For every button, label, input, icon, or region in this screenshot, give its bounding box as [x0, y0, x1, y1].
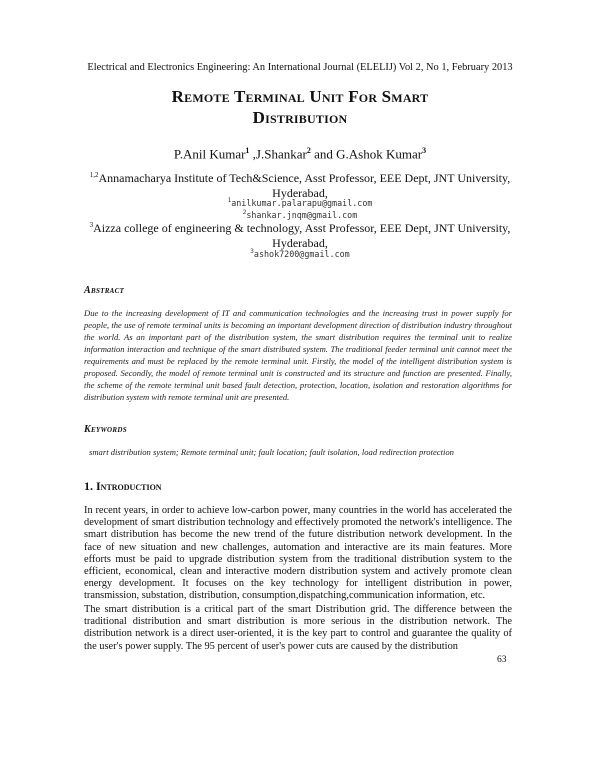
- email-1-text: anilkumar.palarapu@gmail.com: [231, 197, 373, 208]
- paper-title: [60, 86, 540, 128]
- author-2-sup: 2: [306, 146, 311, 155]
- journal-header: Electrical and Electronics Engineering: An International Journal (ELELIJ) Vol 2, No 1, February 2013: [87, 62, 513, 73]
- author-list: [0, 146, 600, 162]
- affiliation-2: [80, 218, 520, 251]
- email-1-sup: 1: [227, 197, 232, 204]
- email-3: [0, 248, 600, 259]
- email-3-text: ashok7200@gmail.com: [253, 248, 350, 259]
- email-2-sup: 2: [242, 209, 247, 216]
- author-1: P.Anil Kumar: [173, 146, 246, 162]
- abstract-text: Due to the increasing development of IT and communication technologies and the increasing trust in power supply for people, the use of remote terminal units is becoming an important development direction of distribution industry throughout the world. As an important part of the distribution system, the smart distribution requires the terminal unit to realize information interaction and technique of the smart distributed system. The traditional feeder terminal unit cannot meet the requirements and must be replaced by the remote terminal unit. Firstly, the model of the intelligent distribution system is proposed. Secondly, the model of remote terminal unit is constructed and its structure and function are presented. Finally, the scheme of the remote terminal unit based fault detection, protection, location, isolation and restoration algorithms for distribution system with remote terminal unit are presented.: [84, 308, 512, 402]
- author-2: ,J.Shankar: [249, 146, 307, 162]
- affiliation-2-sup: 3: [89, 221, 94, 229]
- page-number: 63: [497, 654, 507, 665]
- email-2-text: shankar.jnqm@gmail.com: [246, 209, 358, 220]
- author-3-sup: 3: [422, 146, 427, 155]
- affiliation-1-sup: 1,2: [89, 171, 99, 179]
- title-line-1: Remote Terminal Unit For Smart: [171, 87, 429, 106]
- abstract-heading: Abstract: [84, 285, 125, 296]
- intro-paragraph-1: In recent years, in order to achieve low-carbon power, many countries in the world has accelerated the development of smart distribution technology and effectively promoted the network's intelligence. The smart distribution has become the new trend of the future distribution network development. In the face of new situation and new challenges, automation and interactive are its main features. More efforts must be paid to upgrade distribution system from the traditional distribution system to the efficient, economical, clean and interactive modern distribution system and actively promote clean energy development. It focuses on the key technology for intelligent distribution in power, transmission, substation, distribution, consumption,dispatching,communication information, etc.: [84, 505, 512, 602]
- title-line-2: Distribution: [252, 108, 348, 127]
- affiliation-2-text: Aizza college of engineering & technology, Asst Professor, EEE Dept, JNT University, Hyderabad,: [93, 221, 511, 250]
- introduction-heading: 1. Introduction: [84, 479, 162, 493]
- affiliation-1-text: Annamacharya Institute of Tech&Science, Asst Professor, EEE Dept, JNT University, Hyderabad,: [98, 171, 511, 200]
- author-1-sup: 1: [245, 146, 250, 155]
- author-3: and G.Ashok Kumar: [310, 146, 423, 162]
- keywords-text: smart distribution system; Remote terminal unit; fault location; fault isolation, load redirection protection: [89, 447, 454, 457]
- email-1: [0, 197, 600, 208]
- keywords-heading: Keywords: [84, 424, 127, 435]
- intro-paragraph-2: The smart distribution is a critical part of the smart Distribution grid. The difference between the traditional distribution and smart distribution is more serious in the distribution network. The distribution network is a direct user-oriented, it is the key part to control and guarantee the quality of the user's power supply. The 95 percent of user's power cuts are caused by the distribution: [84, 604, 512, 652]
- email-3-sup: 3: [250, 248, 254, 255]
